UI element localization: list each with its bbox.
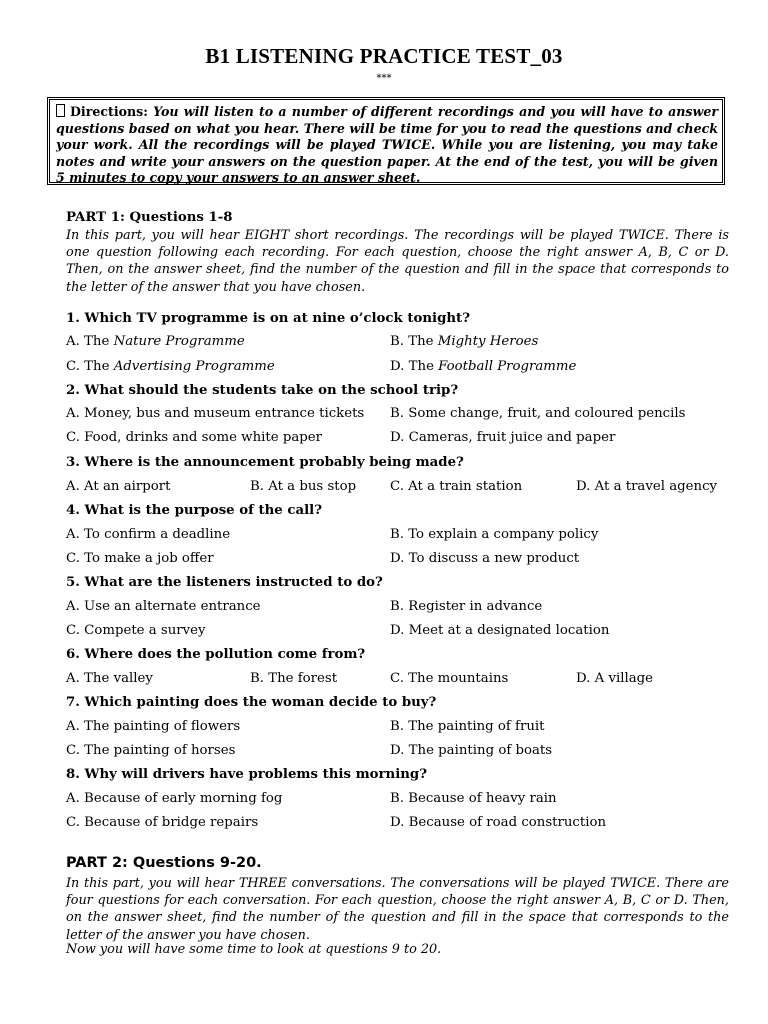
part2-note: Now you will have some time to look at questions 9 to 20.: [66, 942, 442, 957]
q1-option-d: D. The Football Programme: [390, 359, 577, 374]
directions-label: Directions: [70, 104, 144, 119]
q3-option-c: C. At a train station: [390, 479, 523, 494]
title-separator: ***: [376, 73, 392, 84]
q5-option-a: A. Use an alternate entrance: [66, 599, 261, 614]
part2-heading: PART 2: Questions 9-20.: [66, 855, 262, 871]
q4-option-a: A. To confirm a deadline: [66, 527, 231, 542]
q2-option-b: B. Some change, fruit, and coloured pencils: [390, 406, 686, 421]
q7-option-c: C. The painting of horses: [66, 743, 236, 758]
checkbox-icon: [56, 104, 65, 117]
question-2: 2. What should the students take on the school trip?: [66, 383, 459, 398]
page-title: B1 LISTENING PRACTICE TEST_03: [205, 44, 563, 68]
part2-intro: In this part, you will hear THREE conversations. The conversations will be played TWICE. There are four questions for each conversation. For each question, choose the right answer A, B, C or D. Then, on the answer sheet, find the number of the question and fill in the space that corresponds to the letter of the answer you have chosen.: [66, 876, 729, 943]
directions-box: Directions: You will listen to a number of different recordings and you will have to answer questions based on what you hear. There will be time for you to read the questions and check your work. All the recordings will be played TWICE. While you are listening, you may take notes and write your answers on the question paper. At the end of the test, you will be given 5 minutes to copy your answers to an answer sheet.: [47, 97, 725, 185]
q2-option-c: C. Food, drinks and some white paper: [66, 430, 322, 445]
q8-option-c: C. Because of bridge repairs: [66, 815, 259, 830]
q4-option-d: D. To discuss a new product: [390, 551, 580, 566]
q4-option-b: B. To explain a company policy: [390, 527, 599, 542]
question-6: 6. Where does the pollution come from?: [66, 647, 366, 662]
question-1: 1. Which TV programme is on at nine o’clock tonight?: [66, 311, 470, 326]
q7-option-d: D. The painting of boats: [390, 743, 553, 758]
question-7: 7. Which painting does the woman decide to buy?: [66, 695, 437, 710]
q8-option-b: B. Because of heavy rain: [390, 791, 557, 806]
q2-option-a: A. Money, bus and museum entrance tickets: [66, 406, 365, 421]
directions-text: You will listen to a number of different recordings and you will have to answer questions based on what you hear. There will be time for you to read the questions and check your work. All the recordings will be played TWICE. While you are listening, you may take notes and write your answers on the question paper. At the end of the test, you will be given 5 minutes to copy your answers to an answer sheet.: [56, 104, 718, 186]
q3-option-a: A. At an airport: [66, 479, 171, 494]
q3-option-d: D. At a travel agency: [576, 479, 718, 494]
q3-option-b: B. At a bus stop: [250, 479, 357, 494]
part1-heading: PART 1: Questions 1-8: [66, 210, 233, 225]
q7-option-b: B. The painting of fruit: [390, 719, 545, 734]
q6-option-d: D. A village: [576, 671, 654, 686]
q6-option-a: A. The valley: [66, 671, 153, 686]
part1-intro: In this part, you will hear EIGHT short recordings. The recordings will be played TWICE. There is one question following each recording. For each question, choose the right answer A, B, C or D. Then, on the answer sheet, find the number of the question and fill in the space that corresponds to the letter of the answer that you have chosen.: [66, 228, 729, 295]
q5-option-d: D. Meet at a designated location: [390, 623, 610, 638]
question-3: 3. Where is the announcement probably being made?: [66, 455, 464, 470]
q7-option-a: A. The painting of flowers: [66, 719, 241, 734]
q6-option-b: B. The forest: [250, 671, 338, 686]
question-5: 5. What are the listeners instructed to do?: [66, 575, 383, 590]
q6-option-c: C. The mountains: [390, 671, 509, 686]
q1-option-a: A. The Nature Programme: [66, 334, 245, 349]
q8-option-a: A. Because of early morning fog: [66, 791, 283, 806]
q1-option-c: C. The Advertising Programme: [66, 359, 275, 374]
q2-option-d: D. Cameras, fruit juice and paper: [390, 430, 616, 445]
q1-option-b: B. The Mighty Heroes: [390, 334, 539, 349]
q5-option-b: B. Register in advance: [390, 599, 543, 614]
question-4: 4. What is the purpose of the call?: [66, 503, 322, 518]
question-8: 8. Why will drivers have problems this morning?: [66, 767, 428, 782]
q8-option-d: D. Because of road construction: [390, 815, 607, 830]
q4-option-c: C. To make a job offer: [66, 551, 214, 566]
q5-option-c: C. Compete a survey: [66, 623, 206, 638]
